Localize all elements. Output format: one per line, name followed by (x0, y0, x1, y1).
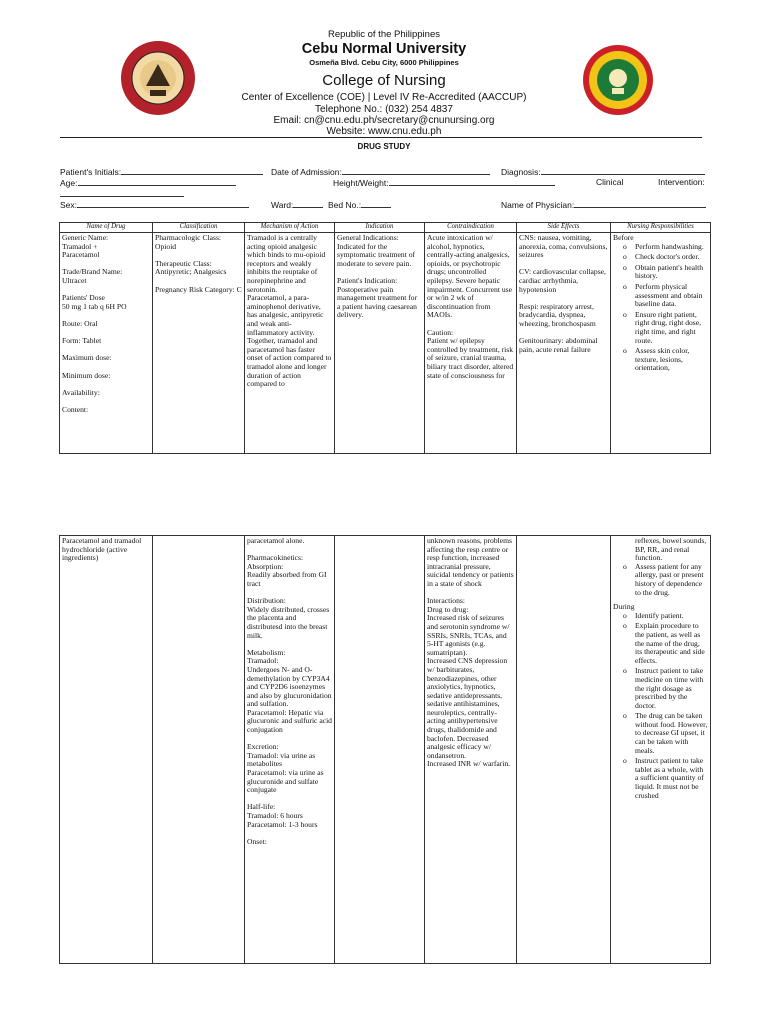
nursing-during-list (613, 612, 708, 800)
nursing-before-list-cont (613, 563, 708, 597)
drug-study-table-part1 (59, 222, 711, 454)
cell-name-of-drug: Generic Name: Tramadol + Paracetamol Trade/Brand Name: Ultracet Patients' Dose 50 mg 1 tab q 6H PO Route: Oral Form: Tablet Maximum dose: Minimum dose: Availability: Content: (60, 233, 153, 454)
header-contraindication: Contraindication (425, 223, 517, 233)
list-item: o Assess patient for any allergy, past or present history of dependence to the drug. (635, 563, 708, 597)
list-item: o The drug can be taken without food. However, to decrease GI upset, it can be taken with meals. (635, 712, 708, 755)
cell-contraindication: Acute intoxication w/ alcohol, hypnotics, centrally-acting analgesics, opioids, or psychotropic drugs; uncontrolled epilepsy. Severe hepatic impairment. Concurrent use or w/in 2 wk of discontinuation from MAOIs. Caution: Patient w/ epilepsy controlled by treatment, risk of seizure, cranial trauma, biliary tract disorder, altered state of consciousness for (425, 233, 517, 454)
cell-contraindication-cont: unknown reasons, problems affecting the resp centre or resp function, increased intracranial pressure, suicidal tendency or patients in a state of shock Interactions: Drug to drug: Increased risk of seizures and serotonin syndrome w/ SSRIs, SNRIs, TCAs, and 5-HT agonists (e.g. sumatriptan). Increased CNS depression w/ barbiturates, benzodiazepines, other anxiolytics, hypnotics, sedative antidepressants, sedative antihistamines, neuroleptics, centrally-acting antihypertensive drugs, thalidomide and baclofen. Decreased analgesic efficacy w/ ondansetron. Increased INR w/ warfarin. (425, 536, 517, 964)
nursing-during-label: During (613, 602, 635, 612)
clinical-label: Clinical (596, 177, 624, 187)
drug-study-table-part2 (59, 535, 711, 964)
list-item: o Identify patient. (635, 612, 708, 621)
university-address: Osmeña Blvd. Cebu City, 6000 Philippines (309, 58, 459, 67)
list-item: o Perform handwashing. (635, 243, 708, 252)
cell-nursing-responsibilities-cont (611, 536, 711, 964)
header-name-of-drug: Name of Drug (60, 223, 153, 233)
header-indication: Indication (335, 223, 425, 233)
cell-indication: General Indications: Indicated for the symptomatic treatment of moderate to severe pain. Patient's Indication: Postoperative pain management treatment for a patient having caesarean delivery. (335, 233, 425, 454)
nursing-before-list (613, 243, 708, 373)
cell-mechanism: Tramadol is a centrally acting opioid analgesic which binds to mu-opioid receptors and weakly inhibits the reuptake of norepinephrine and serotonin. Paracetamol, a para-aminophenol derivative, has analgesic, antipyretic and weak anti-inflammatory activity. Together, tramadol and paracetamol has faster onset of action compared to tramadol alone and longer duration of action compared to (245, 233, 335, 454)
cell-side-effects: CNS: nausea, vomiting, anorexia, coma, convulsions, seizures CV: cardiovascular collapse, cardiac arrhythmia, hypotension Respi: respiratory arrest, bradycardia, dyspnea, wheezing, bronchospasm Genitourinary: abdominal pain, acute renal failure (517, 233, 611, 454)
cell-name-of-drug-cont: Paracetamol and tramadol hydrochloride (active ingredients) (60, 536, 153, 964)
header-divider (60, 137, 702, 138)
republic-line: Republic of the Philippines (328, 29, 440, 40)
height-weight-field: Height/Weight: (333, 177, 555, 188)
ward-field: Ward: (271, 199, 323, 210)
list-item: o Assess skin color, texture, lesions, orientation, (635, 347, 708, 373)
website-line: Website: www.cnu.edu.ph (326, 126, 442, 137)
nursing-continued-text: reflexes, bowel sounds, BP, RR, and renal function. (635, 536, 709, 563)
college-name: College of Nursing (322, 72, 446, 89)
university-name: Cebu Normal University (301, 41, 467, 57)
patient-initials-field: Patient's Initials: (60, 166, 263, 177)
list-item: o Instruct patient to take tablet as a whole, with a sufficient quantity of liquid. It must not be crushed (635, 757, 708, 800)
cell-mechanism-cont: paracetamol alone. Pharmacokinetics: Absorption: Readily absorbed from GI tract Distribution: Widely distributed, crosses the placenta and distributesd into the breast milk. Metabolism: Tramadol: Undergoes N- and O-demethylation by CYP3A4 and CYP2D6 isoenzymes and also by glucuronidation and sulfation. Paracetamol: Hepatic via glucuronic and sulfuric acid conjugation Excretion: Tramadol: via urine as metabolites Paracetamol: via urine as glucuronide and sulfate conjugate Half-life: Tramadol: 6 hours Paracetamol: 1-3 hours Onset: (245, 536, 335, 964)
date-admission-field: Date of Admission: (271, 166, 490, 177)
header-mechanism: Mechanism of Action (245, 223, 335, 233)
list-item: o Check doctor's order. (635, 253, 708, 262)
cell-classification: Pharmacologic Class: Opioid Therapeutic Class: Antipyretic; Analgesics Pregnancy Risk Category: C (153, 233, 245, 454)
list-item: o Explain procedure to the patient, as well as the name of the drug, its therapeutic and side effects. (635, 622, 708, 665)
sex-field: Sex: (60, 199, 249, 210)
list-item: o Perform physical assessment and obtain baseline data. (635, 283, 708, 309)
cell-classification-cont (153, 536, 245, 964)
cell-side-effects-cont (517, 536, 611, 964)
nursing-before-label: Before (613, 233, 634, 242)
age-field: Age: (60, 177, 236, 188)
accreditation-line: Center of Excellence (COE) | Level IV Re-Accredited (AACCUP) (241, 92, 527, 103)
list-item: o Obtain patient's health history. (635, 264, 708, 281)
telephone-line: Telephone No.: (032) 254 4837 (315, 104, 453, 115)
bed-no-field: Bed No.: (328, 199, 391, 210)
age-field-line (60, 188, 184, 199)
diagnosis-field: Diagnosis: (501, 166, 705, 177)
header-side-effects: Side Effects (517, 223, 611, 233)
cell-nursing-responsibilities (611, 233, 711, 454)
cell-indication-cont (335, 536, 425, 964)
doc-title: DRUG STUDY (357, 142, 411, 151)
intervention-label: Intervention: (658, 177, 705, 187)
header-classification: Classification (153, 223, 245, 233)
list-item: o Ensure right patient, right drug, right dose, right time, and right route. (635, 311, 708, 345)
physician-field: Name of Physician: (501, 199, 706, 210)
header-nursing-responsibilities: Nursing Responsibilities (611, 223, 711, 233)
email-line: Email: cn@cnu.edu.ph/secretary@cnunursing.org (273, 115, 495, 126)
list-item: o Instruct patient to take medicine on time with the right dosage as prescribed by the doctor. (635, 667, 708, 710)
